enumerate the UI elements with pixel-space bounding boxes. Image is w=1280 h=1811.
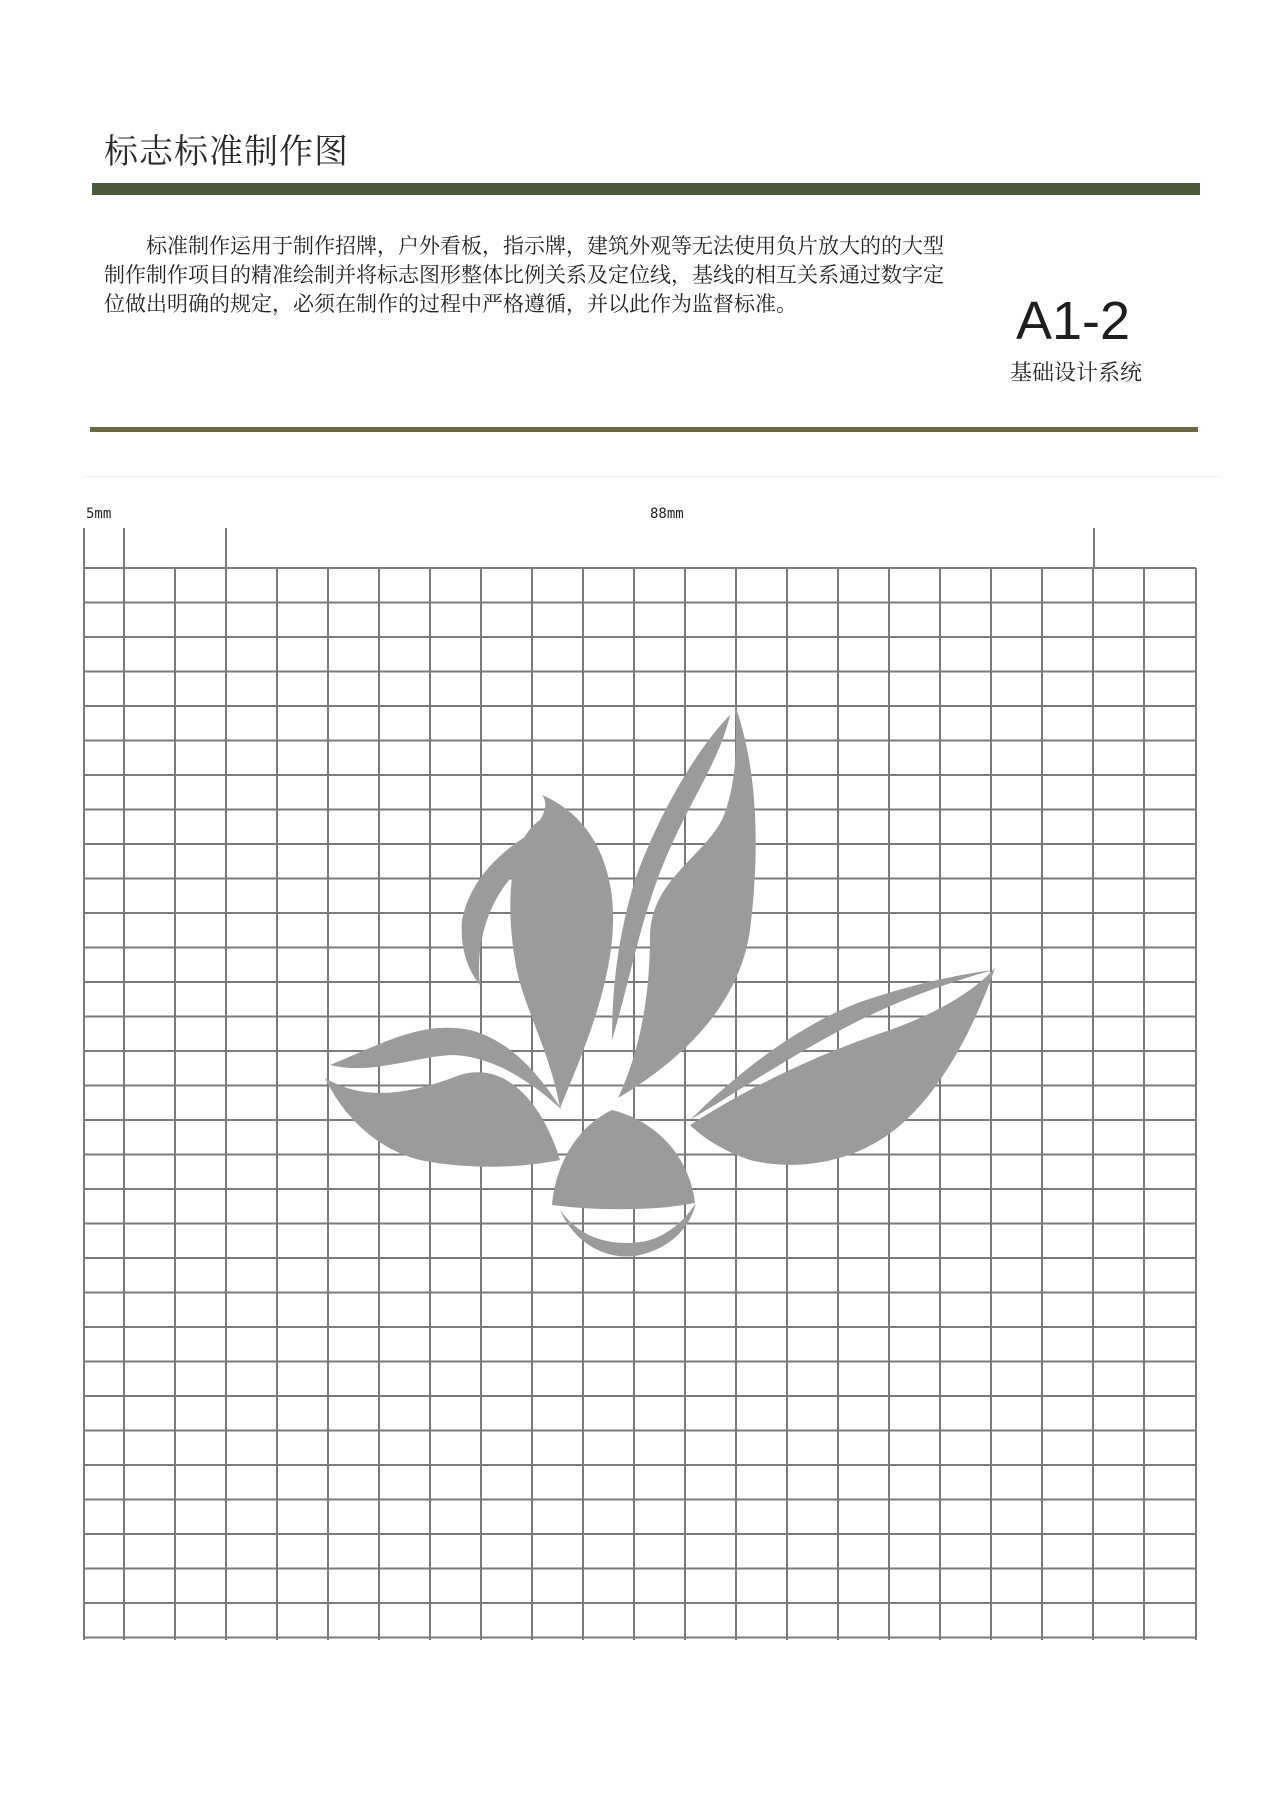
dimension-label-unit: 5mm	[86, 506, 112, 522]
dimension-label-total: 88mm	[650, 506, 684, 522]
section-code: A1-2	[1016, 291, 1131, 351]
grid-lines	[84, 568, 1196, 1640]
dimension-ticks	[84, 528, 1094, 568]
description-paragraph: 标准制作运用于制作招牌，户外看板，指示牌，建筑外观等无法使用负片放大的的大型制作制作项目的精准绘制并将标志图形整体比例关系及定位线，基线的相互关系通过数字定位做出明确的规定，必须在制作的过程中严格遵循，并以此作为监督标准。	[104, 234, 944, 316]
section-subtitle: 基础设计系统	[1010, 361, 1143, 386]
logo-bud	[552, 1110, 695, 1209]
page-title: 标志标准制作图	[104, 132, 349, 172]
logo-bud-base	[560, 1203, 696, 1257]
lotus-logo-icon	[325, 705, 995, 1257]
